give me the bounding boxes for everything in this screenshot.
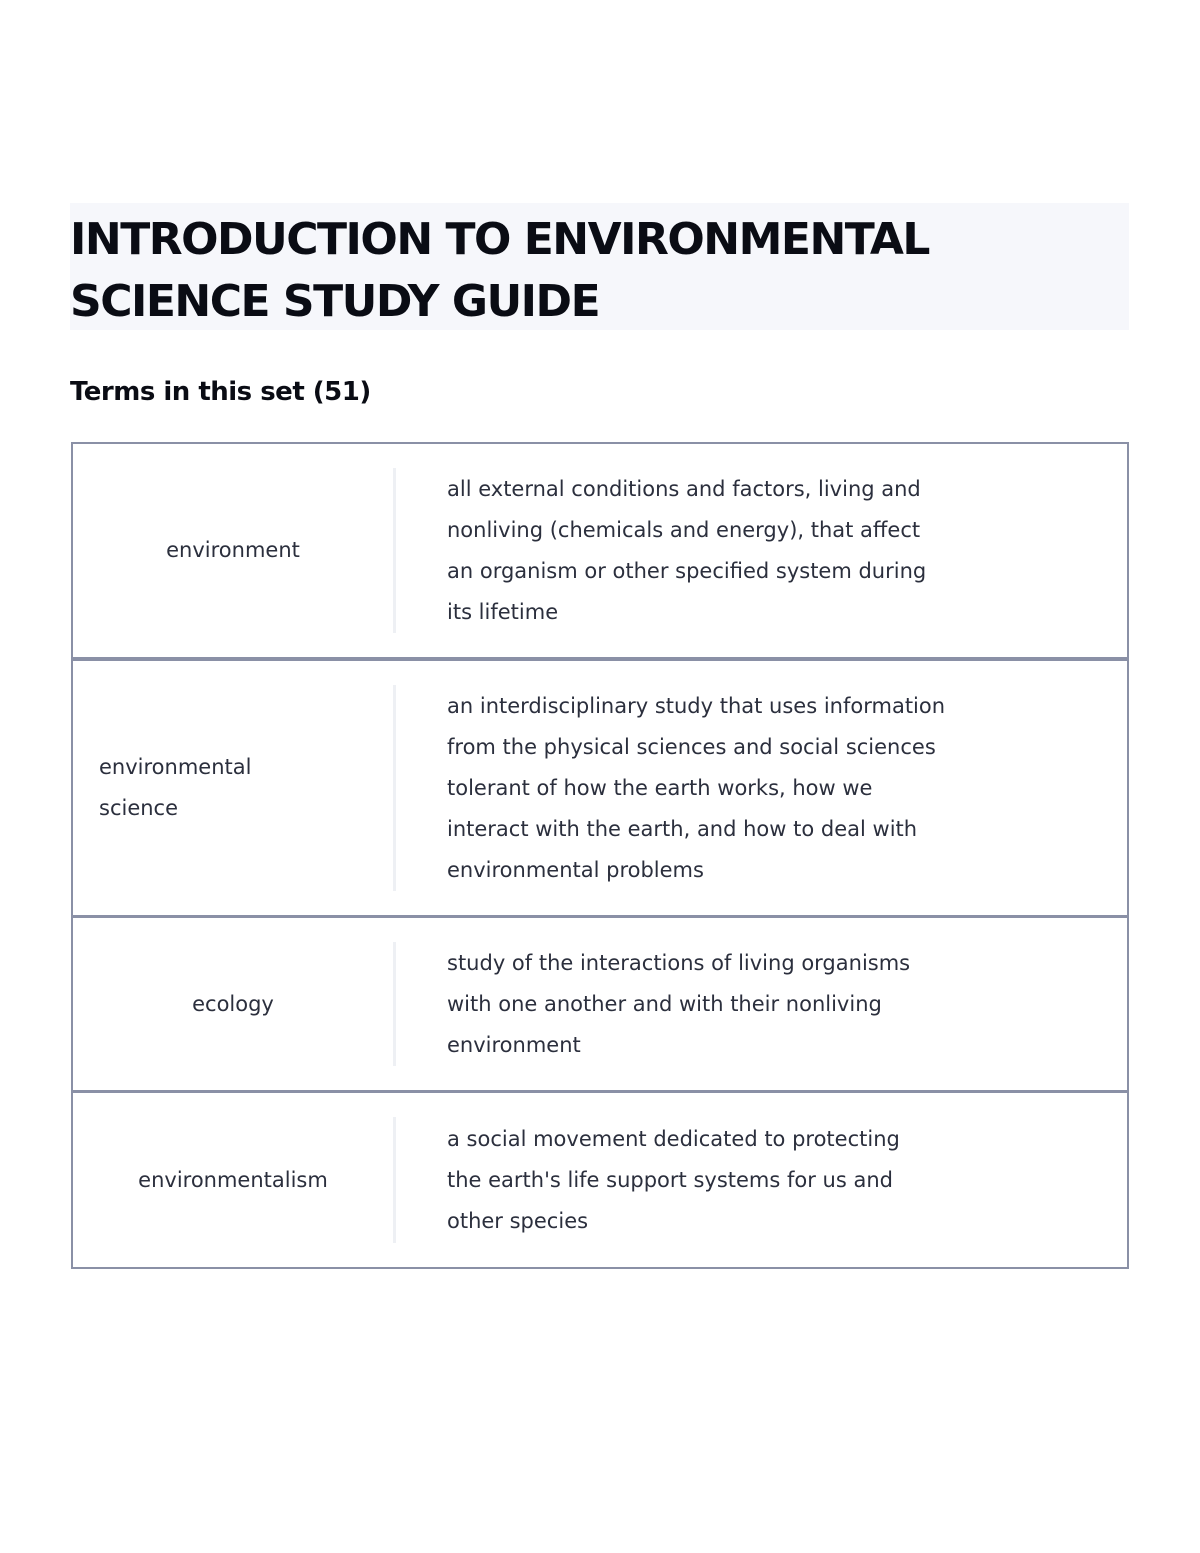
card-divider (393, 468, 396, 633)
term-card (71, 660, 1129, 917)
term-text: environmental science (99, 755, 252, 820)
title-banner (70, 203, 1129, 330)
card-divider (393, 685, 396, 891)
term-card-list (71, 442, 1129, 1269)
definition-text: an interdisciplinary study that uses information from the physical sciences and social sciences tolerant of how the earth works, how we interact with the earth, and how to deal with environmental problems (447, 693, 946, 882)
term-card (71, 917, 1129, 1092)
terms-count-heading: Terms in this set (51) (70, 377, 371, 407)
page-title: INTRODUCTION TO ENVIRONMENTAL SCIENCE STUDY GUIDE (70, 214, 929, 327)
definition-text: all external conditions and factors, living and nonliving (chemicals and energy), that affect an organism or other specified system during its lifetime (447, 476, 927, 624)
card-divider (393, 942, 396, 1066)
definition-text: study of the interactions of living organisms with one another and with their nonliving environment (447, 950, 911, 1057)
term-text: ecology (192, 991, 274, 1016)
card-divider (393, 1117, 396, 1243)
term-card (71, 1092, 1129, 1269)
term-card (71, 442, 1129, 660)
term-text: environment (166, 538, 300, 562)
term-text: environmentalism (138, 1167, 328, 1192)
definition-text: a social movement dedicated to protecting the earth's life support systems for us and other species (447, 1126, 900, 1233)
